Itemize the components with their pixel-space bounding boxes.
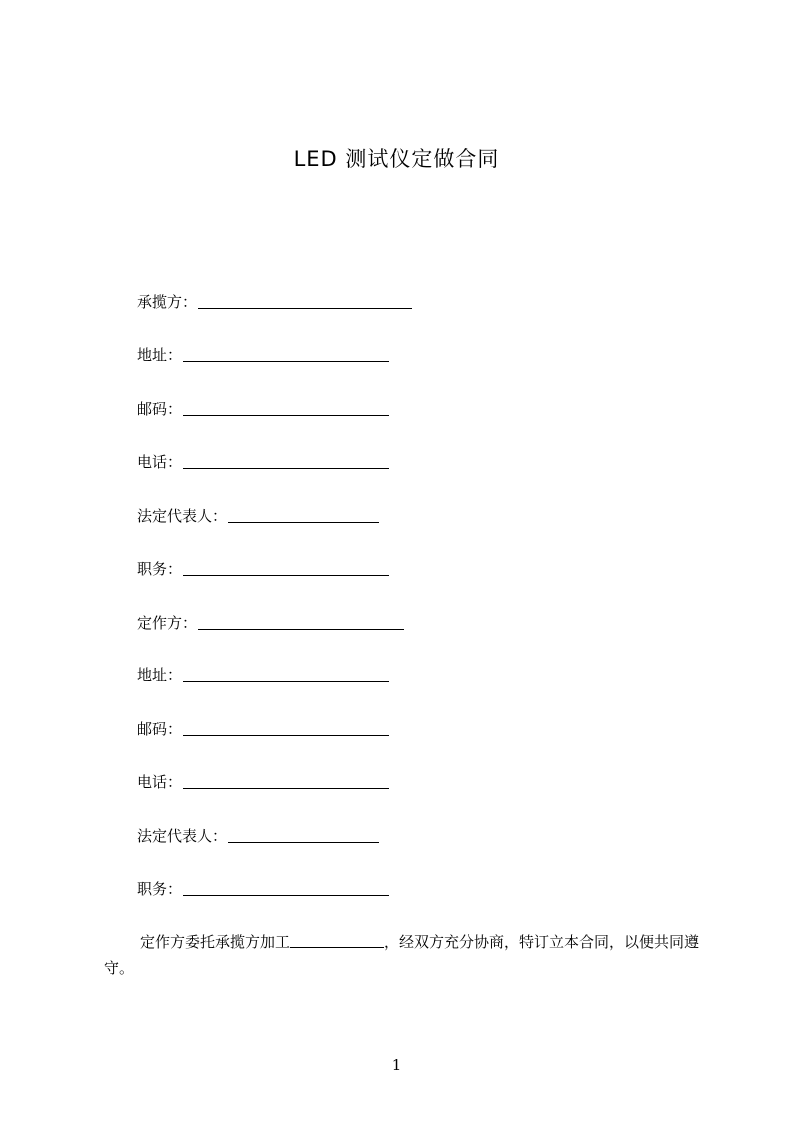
orderer-postcode-field <box>137 717 389 739</box>
contractor-name-blank[interactable] <box>198 294 412 309</box>
orderer-name-field <box>137 611 404 633</box>
field-label: 地址： <box>137 346 183 364</box>
orderer-position-field <box>137 877 389 899</box>
contractor-legal-rep-field <box>137 504 379 526</box>
field-label: 职务： <box>137 560 183 578</box>
document-title: LED 测试仪定做合同 <box>293 147 500 171</box>
contractor-position-field <box>137 557 389 579</box>
contractor-address-field <box>137 343 389 365</box>
product-blank[interactable] <box>290 933 384 948</box>
orderer-phone-blank[interactable] <box>183 774 389 789</box>
field-label: 地址： <box>137 666 183 684</box>
field-label: 邮码： <box>137 720 183 738</box>
orderer-phone-field <box>137 770 389 792</box>
contractor-postcode-blank[interactable] <box>183 401 389 416</box>
intro-paragraph <box>104 929 704 981</box>
orderer-legal-rep-blank[interactable] <box>228 828 379 843</box>
contractor-legal-rep-blank[interactable] <box>228 508 379 523</box>
page-number: 1 <box>391 1056 402 1074</box>
field-label: 电话： <box>137 453 183 471</box>
contractor-position-blank[interactable] <box>183 561 389 576</box>
field-label: 邮码： <box>137 400 183 418</box>
field-label: 职务： <box>137 880 183 898</box>
field-label: 法定代表人： <box>137 827 228 845</box>
intro-text-before: 定作方委托承揽方加工 <box>140 933 291 951</box>
contractor-phone-blank[interactable] <box>183 454 389 469</box>
contractor-postcode-field <box>137 397 389 419</box>
field-label: 法定代表人： <box>137 507 228 525</box>
orderer-position-blank[interactable] <box>183 881 389 896</box>
field-label: 承揽方： <box>137 293 198 311</box>
orderer-address-field <box>137 663 389 685</box>
orderer-address-blank[interactable] <box>183 667 389 682</box>
intro-text-after: ，经双方充分协商，特订立本合同，以便共同遵守。 <box>104 933 700 977</box>
orderer-postcode-blank[interactable] <box>183 721 389 736</box>
contractor-name-field <box>137 290 412 312</box>
field-label: 定作方： <box>137 614 198 632</box>
contractor-phone-field <box>137 450 389 472</box>
orderer-name-blank[interactable] <box>198 615 404 630</box>
orderer-legal-rep-field <box>137 824 379 846</box>
field-label: 电话： <box>137 773 183 791</box>
contractor-address-blank[interactable] <box>183 347 389 362</box>
